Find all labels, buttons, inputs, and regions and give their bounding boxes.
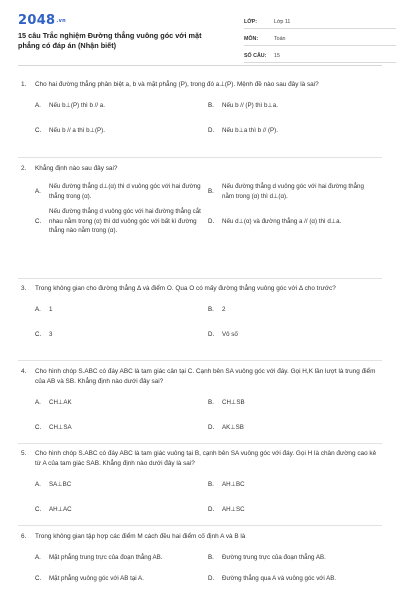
meta-key: MÔN: xyxy=(244,36,259,42)
option-letter: C. xyxy=(35,330,42,338)
question-stem: Cho hình chóp S.ABC có đáy ABC là tam giác cân tại C. Cạnh bên SA vuông góc với đáy. Gọi H,K lần lượt là trung điểm của AB và SB. Khẳng định nào dưới đây sai? xyxy=(35,368,376,385)
option-text: CH⊥SB xyxy=(222,399,245,406)
logo-text: 2048 xyxy=(18,13,56,28)
meta-value: 15 xyxy=(274,53,280,59)
meta-row-subject xyxy=(244,29,396,46)
option-letter: B. xyxy=(208,481,214,488)
option-a[interactable] xyxy=(35,480,208,490)
option-d[interactable] xyxy=(208,126,373,136)
option-letter: A. xyxy=(35,481,41,488)
option-a[interactable] xyxy=(35,182,208,201)
divider xyxy=(18,278,382,279)
option-c[interactable] xyxy=(35,330,208,340)
question-number: 3. xyxy=(21,285,27,292)
option-text: Nếu d⊥(α) và đường thẳng a // (α) thì d⊥a. xyxy=(222,217,342,225)
option-text: Nếu đường thẳng d⊥(α) thì d vuông góc với hai đường thẳng trong (α). xyxy=(49,183,201,200)
options xyxy=(35,398,382,432)
question-5 xyxy=(18,449,382,514)
question-2 xyxy=(18,164,382,236)
question-stem: Cho hình chóp S.ABC có đáy ABC là tam giác vuông tại B, cạnh bên SA vuông góc với đáy. Gọi H là chân đường cao kẻ từ A của tam giác SAB. Khẳng định nào dưới đây là sai? xyxy=(35,450,377,467)
options xyxy=(35,305,382,339)
question-4 xyxy=(18,367,382,432)
option-a[interactable] xyxy=(35,553,208,563)
option-text: Nếu b⊥a thì b // (P). xyxy=(222,126,278,134)
option-c[interactable] xyxy=(35,423,208,433)
meta-key: SỐ CÂU: xyxy=(244,53,267,59)
option-letter: C. xyxy=(35,217,42,225)
option-text: CH⊥SA xyxy=(49,423,72,431)
option-b[interactable] xyxy=(208,398,373,408)
option-d[interactable] xyxy=(208,505,373,515)
option-letter: A. xyxy=(35,187,41,195)
option-text: Nếu b // (P) thì b⊥a. xyxy=(222,102,278,109)
option-letter: B. xyxy=(208,399,214,406)
option-letter: D. xyxy=(208,126,215,134)
option-b[interactable] xyxy=(208,305,373,315)
meta-row-count xyxy=(244,46,396,63)
option-c[interactable] xyxy=(35,505,208,515)
option-b[interactable] xyxy=(208,182,373,201)
option-letter: D. xyxy=(208,330,215,338)
option-text: AH⊥SC xyxy=(222,505,245,513)
question-number: 2. xyxy=(21,165,27,172)
question-stem: Cho hai đường thẳng phân biệt a, b và mặt phẳng (P), trong đó a⊥(P). Mệnh đề nào sau đây là sai? xyxy=(35,81,319,88)
question-text xyxy=(18,80,382,90)
divider xyxy=(18,360,382,361)
option-letter: B. xyxy=(208,187,214,195)
option-letter: A. xyxy=(35,102,41,109)
meta-value: Toán xyxy=(274,36,286,42)
logo-suffix: .vn xyxy=(56,17,67,24)
option-text: CH⊥AK xyxy=(49,399,72,406)
option-text: Mặt phẳng vuông góc với AB tại A. xyxy=(49,574,144,582)
option-letter: B. xyxy=(208,102,214,109)
option-text: AH⊥BC xyxy=(222,481,245,488)
question-number: 1. xyxy=(21,81,27,88)
option-c[interactable] xyxy=(35,126,208,136)
question-number: 5. xyxy=(21,450,27,457)
option-d[interactable] xyxy=(208,574,373,584)
option-b[interactable] xyxy=(208,480,373,490)
option-letter: D. xyxy=(208,505,215,513)
question-stem: Khẳng định nào sau đây sai? xyxy=(35,165,118,172)
option-text: 1 xyxy=(49,306,53,313)
option-d[interactable] xyxy=(208,423,373,433)
options xyxy=(35,480,382,514)
question-text xyxy=(18,164,382,174)
option-text: Đường thẳng qua A và vuông góc với AB. xyxy=(222,574,337,582)
option-letter: C. xyxy=(35,574,42,582)
option-letter: C. xyxy=(35,505,42,513)
site-logo[interactable] xyxy=(18,13,66,28)
option-letter: B. xyxy=(208,554,214,561)
option-letter: D. xyxy=(208,574,215,582)
meta-key: LỚP: xyxy=(244,19,258,25)
question-text xyxy=(18,532,382,542)
option-letter: A. xyxy=(35,306,41,313)
option-d[interactable] xyxy=(208,330,373,340)
option-text: AH⊥AC xyxy=(49,505,72,513)
option-text: Nếu b // a thì b⊥(P). xyxy=(49,126,105,134)
divider xyxy=(18,157,382,158)
question-3 xyxy=(18,284,382,339)
options xyxy=(35,553,382,583)
option-letter: A. xyxy=(35,399,41,406)
option-text: Mặt phẳng trung trực của đoạn thẳng AB. xyxy=(49,554,163,561)
question-number: 4. xyxy=(21,368,27,375)
question-1 xyxy=(18,80,382,135)
option-text: SA⊥BC xyxy=(49,481,72,488)
option-letter: A. xyxy=(35,554,41,561)
option-letter: B. xyxy=(208,306,214,313)
option-a[interactable] xyxy=(35,101,208,111)
option-text: Nếu b⊥(P) thì b // a. xyxy=(49,102,105,109)
option-b[interactable] xyxy=(208,553,373,563)
question-text xyxy=(18,449,382,469)
divider xyxy=(18,443,382,444)
option-d[interactable] xyxy=(208,207,373,236)
option-a[interactable] xyxy=(35,398,208,408)
divider xyxy=(18,525,382,526)
meta-value: Lớp 11 xyxy=(274,19,291,25)
question-text xyxy=(18,367,382,387)
option-text: 2 xyxy=(222,306,226,313)
quiz-meta xyxy=(244,12,396,63)
option-text: Nếu đường thẳng d vuông góc với hai đường thẳng nằm trong (α) thì d⊥(α). xyxy=(222,183,364,200)
option-letter: C. xyxy=(35,423,42,431)
option-text: 3 xyxy=(49,330,53,338)
option-text: Vô số xyxy=(222,330,238,338)
question-stem: Trong không gian cho đường thẳng Δ và điểm O. Qua O có mấy đường thẳng vuông góc với Δ cho trước? xyxy=(35,285,336,292)
quiz-title: 15 câu Trắc nghiệm Đường thẳng vuông góc với mặt phẳng có đáp án (Nhận biết) xyxy=(18,31,202,50)
option-letter: C. xyxy=(35,126,42,134)
option-letter: D. xyxy=(208,217,215,225)
options xyxy=(35,182,382,236)
option-a[interactable] xyxy=(35,305,208,315)
option-b[interactable] xyxy=(208,101,373,111)
quiz-header xyxy=(18,0,382,66)
option-letter: D. xyxy=(208,423,215,431)
option-c[interactable] xyxy=(35,574,208,584)
option-text: Đường trung trực của đoạn thẳng AB. xyxy=(222,554,326,561)
question-stem: Trong không gian tập hợp các điểm M cách đều hai điểm cố định A và B là xyxy=(35,533,246,540)
question-number: 6. xyxy=(21,533,27,540)
option-c[interactable] xyxy=(35,207,208,236)
options xyxy=(35,101,382,135)
question-6 xyxy=(18,532,382,583)
option-text: AK⊥SB xyxy=(222,423,244,431)
question-text xyxy=(18,284,382,294)
meta-row-class xyxy=(244,12,396,29)
option-text: Nếu đường thẳng d vuông góc với hai đường thẳng cắt nhau nằm trong (α) thì dd vuông góc với bất kì đường thẳng nào nằm trong (α). xyxy=(49,208,201,235)
